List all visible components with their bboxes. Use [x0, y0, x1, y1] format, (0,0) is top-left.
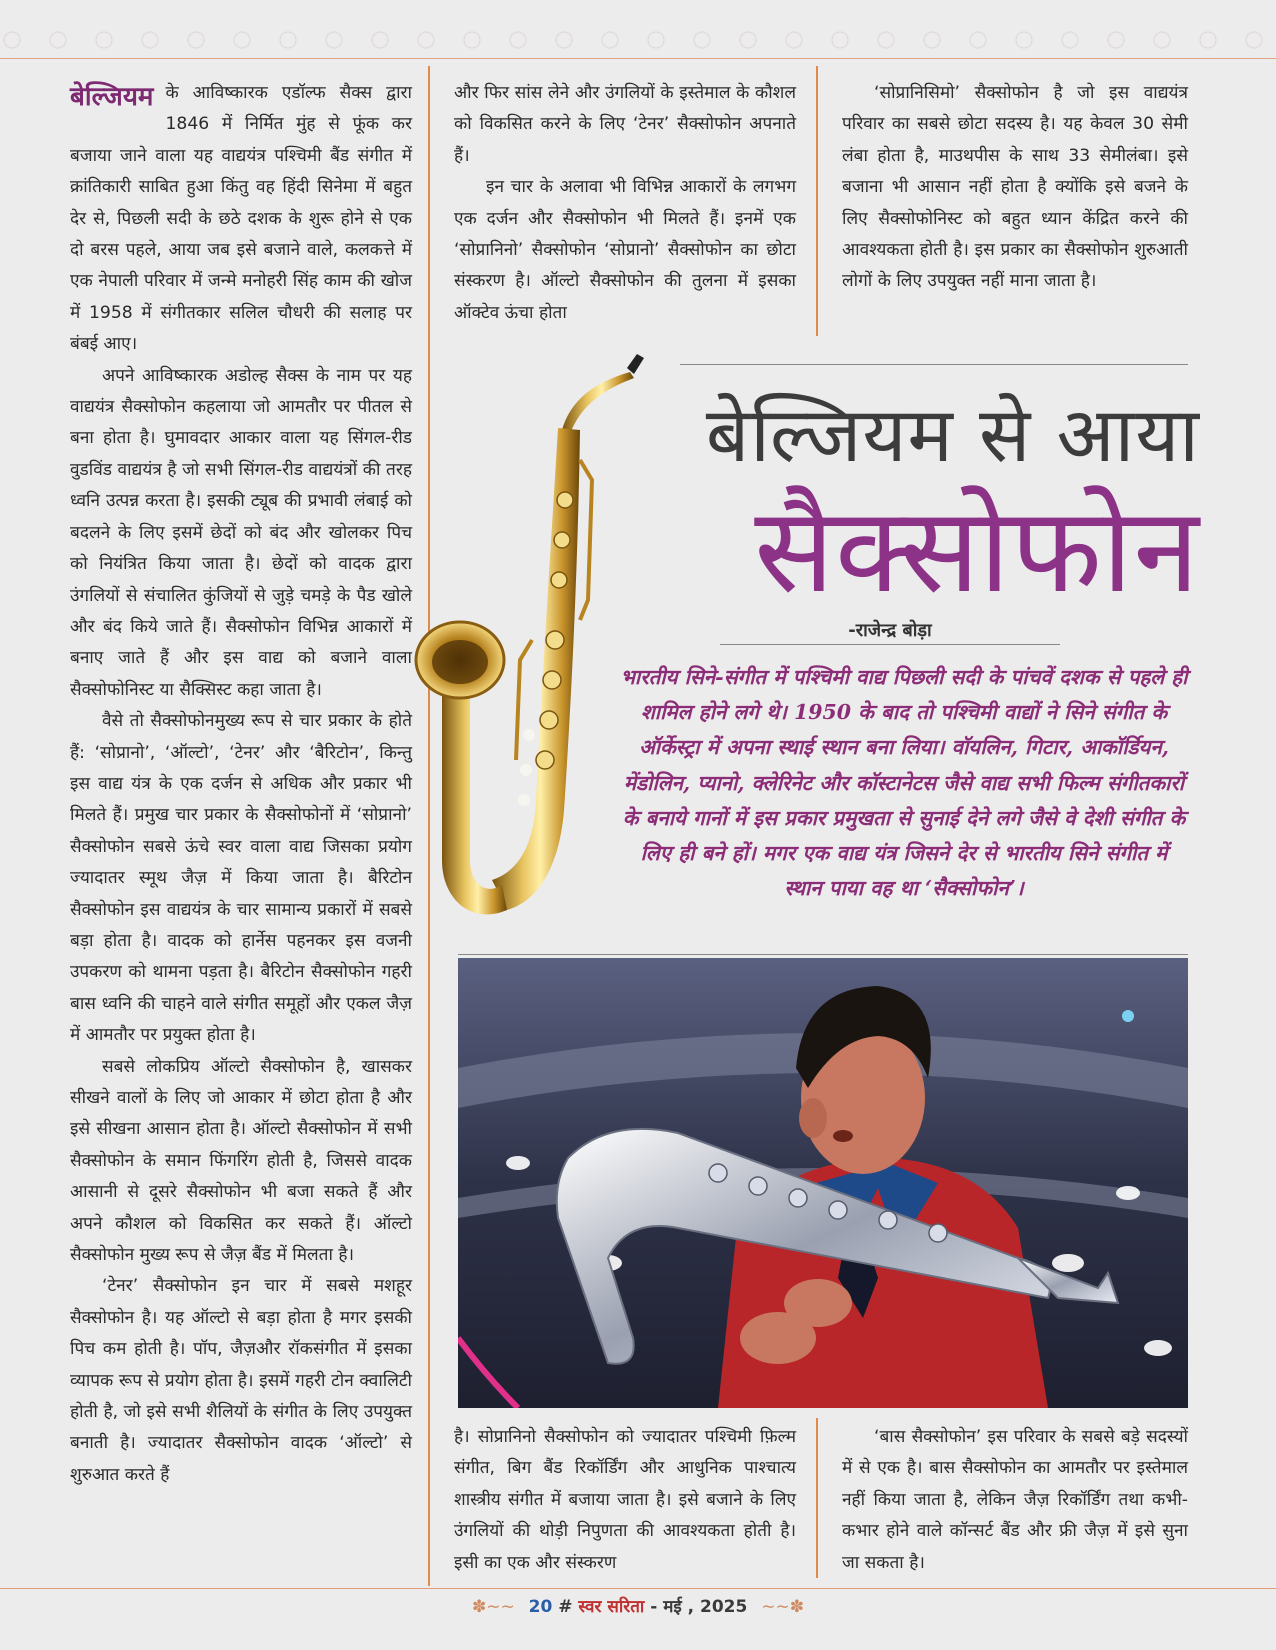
page-footer: [0, 1594, 1276, 1617]
byline: -राजेन्द्र बोड़ा: [848, 620, 932, 641]
paragraph: ‘टेनर’ सैक्सोफोन इन चार में सबसे मशहूर सैक्सोफोन है। यह ऑल्टो से बड़ा होता है मगर इसकी पिच कम होती है। पॉप, जैज़और रॉकसंगीत में इसका व्यापक रूप से प्रयोग होता है। इसमें गहरी टोन क्वालिटी होती है, जो इसे सभी शैलियों के संगीत के लिए उपयुक्त बनाती है। ज्यादातर सैक्सोफोन वादक ‘ऑल्टो’ से शुरुआत करते हैं: [70, 1276, 412, 1485]
paragraph: ‘सोप्रानिसिमो’ सैक्सोफोन है जो इस वाद्ययंत्र परिवार का सबसे छोटा सदस्य है। यह केवल 30 सेमी लंबा होता है, माउथपीस के साथ 33 सेमीलंबा। इसे बजाना भी आसान नहीं होता है क्योंकि इसे बजने के लिए सैक्सोफोनिस्ट को बहुत ध्यान केंद्रित करने की आवश्यकता होती है। इस प्रकार का सैक्सोफोन शुरुआती लोगों के लिए उपयुक्त नहीं माना जाता है।: [842, 83, 1188, 292]
paragraph: वैसे तो सैक्सोफोनमुख्य रूप से चार प्रकार के होते हैं: ‘सोप्रानो’, ‘ऑल्टो’, ‘टेनर’ और ‘बैरिटोन’, किन्तु इस वाद्य यंत्र के एक दर्जन से अधिक और प्रकार भी मिलते हैं। प्रमुख चार प्रकार के सैक्सोफोनों में ‘सोप्रानो’ सैक्सोफोन सबसे ऊंचे स्वर वाला वाद्य जिसका प्रयोग ज्यादातर स्मूथ जैज़ में किया जाता है। बैरिटोन सैक्सोफोन इस वाद्ययंत्र के चार सामान्य प्रकारों में सबसे बड़ा होता है। वादक को हार्नेस पहनकर इस वजनी उपकरण को थामना पड़ता है। बैरिटोन सैक्सोफोन गहरी बास ध्वनि की चाहने वाले संगीत समूहों और एकल जैज़ में आमतौर पर प्रयुक्त होता है।: [70, 711, 412, 1046]
film-still-photo: [458, 958, 1188, 1408]
headline-line-2: सैक्सोफोन: [754, 481, 1200, 619]
footer-hash: #: [558, 1597, 573, 1617]
article-column-4: [454, 1422, 796, 1579]
headline-rule: [680, 364, 1188, 365]
byline-rule: [720, 644, 1060, 645]
decorative-top-border: [0, 22, 1276, 59]
paragraph: है। सोप्रानिनो सैक्सोफोन को ज्यादातर पश्चिमी फ़िल्म संगीत, बिग बैंड रिकॉर्डिंग और आधुनिक पाश्चात्य शास्त्रीय संगीत में बजाया जाता है। इसे बजाने के लिए उंगलियों की थोड़ी निपुणता की आवश्यकता होती है। इसी का एक और संस्करण: [454, 1427, 796, 1573]
paragraph: और फिर सांस लेने और उंगलियों के इस्तेमाल के कौशल को विकसित करने के लिए ‘टेनर’ सैक्सोफोन अपनाते हैं।: [454, 83, 796, 166]
paragraph: अपने आविष्कारक अडोल्ह सैक्स के नाम पर यह वाद्ययंत्र सैक्सोफोन कहलाया जो आमतौर पर पीतल से बना होता है। घुमावदार आकार वाला यह सिंगल-रीड वुडविंड वाद्ययंत्र है जो सभी सिंगल-रीड वाद्ययंत्रों की तरह ध्वनि उत्पन्न करता है। इसकी ट्यूब की प्रभावी लंबाई को बदलने के लिए इसमें छेदों को बंद और खोलकर पिच को नियंत्रित किया जाता है। छेदों को वादक द्वारा उंगलियों से संचालित कुंजियों से जुड़े चमड़े के पैड खोले और बंद किये जाते हैं। सैक्सोफोन विभिन्न आकारों में बनाए जाते हैं और इस वाद्य को बजाने वाला सैक्सोफोनिस्ट या सैक्सिस्ट कहा जाता है।: [70, 365, 412, 700]
paragraph: इन चार के अलावा भी विभिन्न आकारों के लगभग एक दर्जन और सैक्सोफोन भी मिलते हैं। इनमें एक ‘सोप्रानिनो’ सैक्सोफोन ‘सोप्रानो’ सैक्सोफोन का छोटा संस्करण है। ऑल्टो सैक्सोफोन की तुलना में इसका ऑक्टेव ऊंचा होता: [454, 177, 796, 323]
footer-rule: [0, 1588, 1276, 1589]
paragraph: बेल्जियम के आविष्कारक एडॉल्फ सैक्स द्वारा 1846 में निर्मित मुंह से फूंक कर बजाया जाने वाला यह वाद्ययंत्र पश्चिमी बैंड संगीत में क्रांतिकारी साबित हुआ किंतु वह हिंदी सिनेमा में बहुत देर से, पिछली सदी के छठे दशक के शुरू होने से एक दो बरस पहले, आया जब इसे बजाने वाले, कलकत्ते में एक नेपाली परिवार में जन्मे मनोहरी सिंह काम की खोज में 1958 में संगीतकार सलिल चौधरी की सलाह पर बंबई आए।: [70, 82, 412, 355]
column-divider: [816, 66, 818, 336]
photo-rule: [458, 954, 1188, 955]
ornament-icon: ✽∼∼: [472, 1597, 515, 1617]
magazine-name: स्वर सरिता: [578, 1597, 645, 1617]
ornament-icon: ∼∼✽: [761, 1597, 804, 1617]
column-divider: [816, 1418, 818, 1578]
issue-date: - मई , 2025: [650, 1597, 748, 1617]
article-column-3: [842, 78, 1188, 298]
article-column-2: [454, 78, 796, 329]
headline-line-1: बेल्जियम से आया: [705, 390, 1200, 479]
paragraph: ‘बास सैक्सोफोन’ इस परिवार के सबसे बड़े सदस्यों में से एक है। बास सैक्सोफोन का आमतौर पर इस्तेमाल नहीं किया जाता है, लेकिन जैज़ रिकॉर्डिंग तथा कभी-कभार होने वाले कॉन्सर्ट बैंड और फ्री जैज़ में इसे सुना जा सकता है।: [842, 1427, 1188, 1573]
paragraph: सबसे लोकप्रिय ऑल्टो सैक्सोफोन है, खासकर सीखने वालों के लिए जो आकार में छोटा होता है और इसे सीखना आसान होता है। ऑल्टो सैक्सोफोन में सभी सैक्सोफोन के समान फिंगरिंग होती है, जिससे वादक आसानी से दूसरे सैक्सोफोन भी बजा सकते हैं और अपने कौशल को विकसित कर सकते हैं। ऑल्टो सैक्सोफोन मुख्य रूप से जैज़ बैंड में मिलता है।: [70, 1056, 412, 1266]
intro-paragraph: भारतीय सिने-संगीत में पश्चिमी वाद्य पिछली सदी के पांचवें दशक से पहले ही शामिल होने लगे थे। 1950 के बाद तो पश्चिमी वाद्यों ने सिने संगीत के ऑर्केस्ट्रा में अपना स्थाई स्थान बना लिया। वॉयलिन, गिटार, आकॉर्डियन, मेंडोलिन, प्यानो, क्लेरिनेट और कॉस्टानेटस जैसे वाद्य सभी फिल्म संगीतकारों के बनाये गानों में इस प्रकार प्रमुखता से सुनाई देने लगे जैसे वे देशी संगीत के लिए ही बने हों। मगर एक वाद्य यंत्र जिसने देर से भारतीय सिने संगीत में स्थान पाया वह था ‘सैक्सोफोन’।: [620, 665, 1188, 901]
page-number: 20: [528, 1597, 553, 1617]
drop-word: बेल्जियम: [70, 82, 154, 112]
article-column-1: [70, 78, 412, 1491]
article-column-5: [842, 1422, 1188, 1579]
